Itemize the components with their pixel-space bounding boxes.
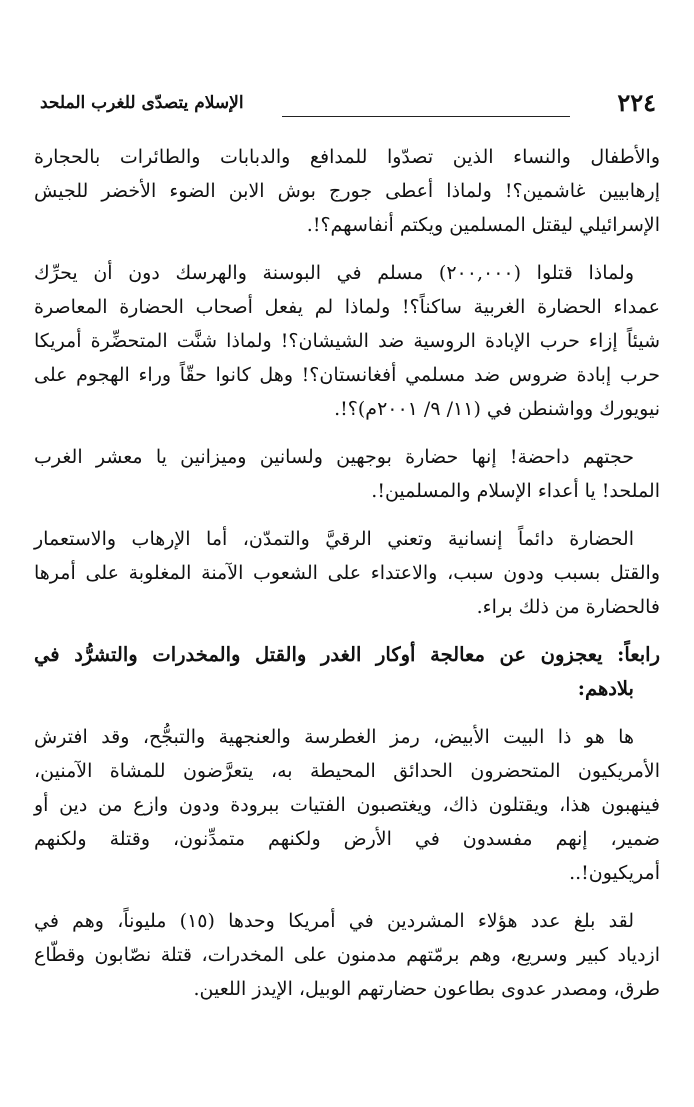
section-heading-line: رابعاً: يعجزون عن معالجة أوكار الغدر والقتل والمخدرات والتشرُّد في <box>34 643 660 666</box>
text-line: الملحد! يا أعداء الإسلام والمسلمين!. <box>371 480 660 502</box>
text-line: أمريكيون!.. <box>569 862 660 884</box>
book-title: الإسلام يتصدّى للغرب الملحد <box>40 93 244 113</box>
paragraph <box>34 720 660 890</box>
text-line: الحضارة دائماً إنسانية وتعني الرقيَّ والتمدّن، أما الإرهاب والاستعمار <box>34 528 634 550</box>
header-rule <box>282 116 570 117</box>
text-line: والأطفال والنساء الذين تصدّوا للمدافع والدبابات والطائرات بالحجارة <box>34 146 660 168</box>
text-line: الأمريكيون المتحضرون الحدائق المحيطة به، يتعرَّضون للمشاة الآمنين، <box>34 760 660 782</box>
paragraph <box>34 256 660 426</box>
text-line: حجتهم داحضة! إنها حضارة بوجهين ولسانين وميزانين يا معشر الغرب <box>34 446 634 468</box>
text-line: ها هو ذا البيت الأبيض، رمز الغطرسة والعنجهية والتبجُّح، وقد افترش <box>34 726 634 748</box>
running-header <box>40 86 656 126</box>
text-line: الإسرائيلي ليقتل المسلمين ويكتم أنفاسهم؟!. <box>306 214 660 236</box>
section-heading-line: بلادهم: <box>577 677 634 700</box>
text-line: حرب إبادة ضروس ضد مسلمي أفغانستان؟! وهل كانوا حقّاً وراء الهجوم على <box>34 364 660 386</box>
text-line: إرهابيين غاشمين؟! ولماذا أعطى جورج بوش الابن الضوء الأخضر للجيش <box>34 180 660 202</box>
paragraph <box>34 440 660 508</box>
text-line: ازدياد كبير وسريع، وهم برمّتهم مدمنون على المخدرات، قتلة نصّابون وقطّاع <box>34 944 660 966</box>
paragraph <box>34 140 660 242</box>
text-line: شيئاً إزاء حرب الإبادة الروسية ضد الشيشان؟! ولماذا شنَّت المتحضِّرة أمريكا <box>34 330 660 352</box>
text-line: ولماذا قتلوا (٢٠٠,٠٠٠) مسلم في البوسنة والهرسك دون أن يحرِّك <box>34 262 634 284</box>
section-heading <box>34 638 660 706</box>
text-line: فينهبون هذا، ويقتلون ذاك، ويغتصبون الفتيات ببرودة ودون وازع من دين أو <box>34 794 660 816</box>
text-line: فالحضارة من ذلك براء. <box>476 596 660 618</box>
text-line: عمداء الحضارة الغربية ساكناً؟! ولماذا لم يفعل أصحاب الحضارة المعاصرة <box>34 296 660 318</box>
text-line: والقتل بسبب ودون سبب، والاعتداء على الشعوب الآمنة المغلوبة على أمرها <box>34 562 660 584</box>
text-line: طرق، ومصدر عدوى بطاعون حضارتهم الوبيل، الإيدز اللعين. <box>193 978 660 1000</box>
page-number: ٢٢٤ <box>617 88 656 117</box>
text-line: ضمير، إنهم مفسدون في الأرض ولكنهم متمدِّنون، وقتلة ولكنهم <box>34 828 660 850</box>
text-line: نيويورك وواشنطن في (١١/ ٩/ ٢٠٠١م)؟!. <box>334 398 660 420</box>
text-line: لقد بلغ عدد هؤلاء المشردين في أمريكا وحدها (١٥) مليوناً، وهم في <box>34 910 634 932</box>
paragraph <box>34 904 660 1006</box>
paragraph <box>34 522 660 624</box>
page-body <box>34 140 660 1006</box>
